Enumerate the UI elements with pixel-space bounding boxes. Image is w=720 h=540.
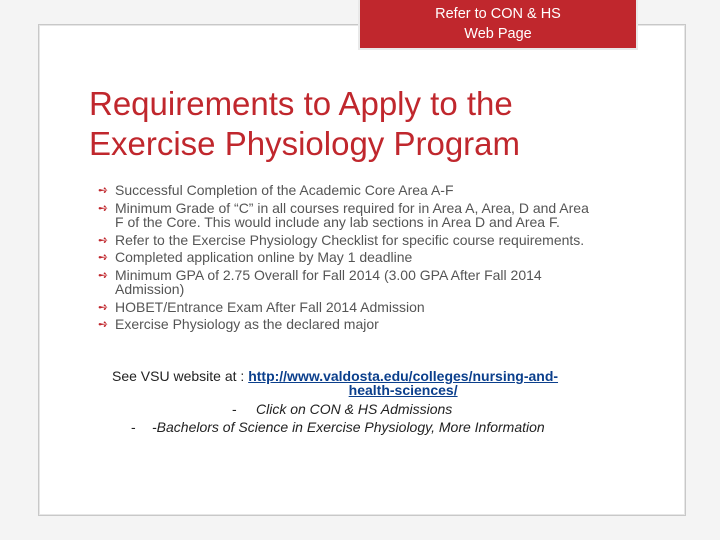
requirement-text: Minimum GPA of 2.75 Overall for Fall 2014 (3.00 GPA After Fall 2014 Admission) [115, 266, 542, 298]
list-item [98, 268, 598, 297]
list-item [98, 317, 598, 331]
requirement-text: Refer to the Exercise Physiology Checklist for specific course requirements. [115, 231, 585, 248]
requirement-text: Minimum Grade of “C” in all courses required for in Area A, Area, D and Area F of the Core. This would include any lab sections in Area D and Area F. [115, 199, 589, 230]
sub-item-text: -Bachelors of Science in Exercise Physiology, More Information [152, 419, 545, 435]
vsu-website-link[interactable] [248, 368, 558, 398]
reference-tag-line2: Web Page [464, 26, 532, 42]
reference-tag-line1: Refer to CON & HS [435, 6, 561, 22]
reference-tag [358, 0, 638, 50]
swoosh-arrow-icon: ➺ [98, 267, 109, 282]
website-link-wrap [248, 369, 558, 397]
requirement-text: Exercise Physiology as the declared major [115, 316, 379, 333]
swoosh-arrow-icon: ➺ [98, 232, 109, 247]
sub-item-bachelors [131, 419, 545, 435]
requirements-list [98, 183, 598, 335]
swoosh-arrow-icon: ➺ [98, 200, 109, 215]
swoosh-arrow-icon: ➺ [98, 317, 109, 332]
requirement-text: Completed application online by May 1 deadline [115, 249, 413, 266]
website-reference [112, 369, 612, 397]
link-line2: health-sciences/ [348, 382, 458, 398]
list-item [98, 250, 598, 264]
swoosh-arrow-icon: ➺ [98, 299, 109, 314]
list-item [98, 183, 598, 197]
page-title [89, 84, 649, 164]
website-prefix: See VSU website at : [112, 368, 249, 384]
link-line1: http://www.valdosta.edu/colleges/nursing-and- [248, 368, 559, 384]
requirement-text: Successful Completion of the Academic Core Area A-F [115, 182, 454, 198]
list-item [98, 233, 598, 247]
requirement-text: HOBET/Entrance Exam After Fall 2014 Admission [115, 298, 425, 315]
title-line2: Exercise Physiology Program [89, 125, 520, 162]
sub-item-text: Click on CON & HS Admissions [256, 401, 453, 417]
list-item [98, 300, 598, 314]
sub-item-admissions [232, 401, 452, 417]
list-item [98, 201, 598, 230]
title-line1: Requirements to Apply to the [89, 85, 513, 122]
swoosh-arrow-icon: ➺ [98, 183, 109, 197]
sub-item-dash: - [131, 419, 136, 435]
swoosh-arrow-icon: ➺ [98, 250, 109, 265]
sub-item-dash: - [232, 401, 237, 417]
